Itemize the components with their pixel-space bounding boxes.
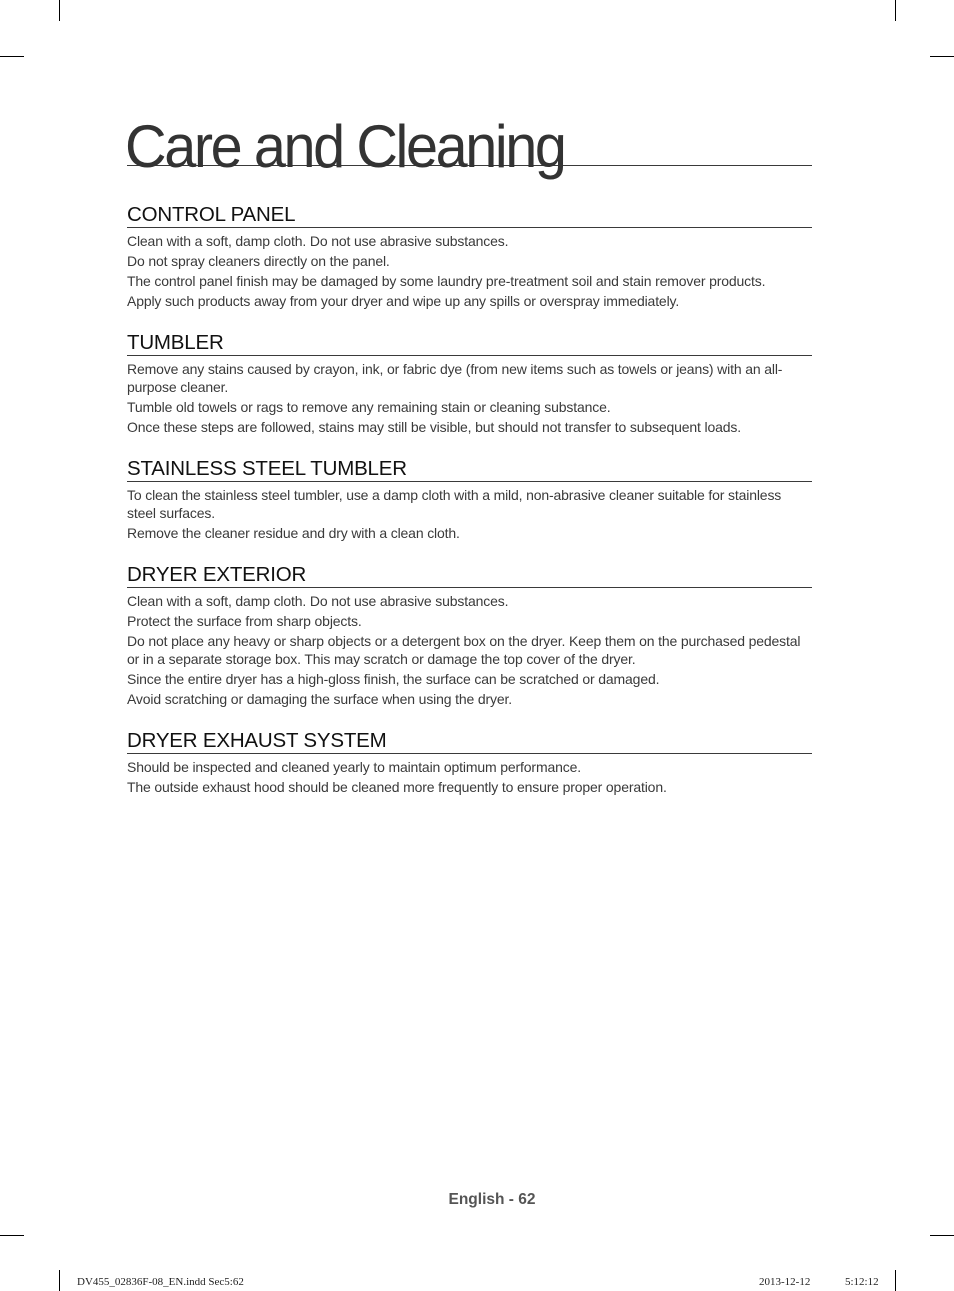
paragraph: Do not place any heavy or sharp objects or a detergent box on the dryer. Keep them on the purchased pedestal or in a separate storage box. This may scratch or damage the top cover of the dryer. — [127, 633, 801, 667]
paragraph: Avoid scratching or damaging the surface when using the dryer. — [127, 691, 513, 707]
paragraph: Clean with a soft, damp cloth. Do not use abrasive substances. — [127, 593, 509, 609]
section-tumbler — [127, 331, 812, 438]
page-number: English - 62 — [448, 1191, 536, 1208]
crop-mark — [930, 56, 954, 57]
crop-mark — [895, 0, 896, 21]
slug-file: DV455_02836F-08_EN.indd Sec5:62 — [77, 1276, 244, 1288]
paragraph: Do not spray cleaners directly on the panel. — [127, 253, 390, 269]
paragraph: Tumble old towels or rags to remove any remaining stain or cleaning substance. — [127, 399, 611, 415]
title-rule — [125, 112, 812, 180]
slug-date: 2013-12-12 — [759, 1276, 811, 1288]
section-stainless-steel-tumbler — [127, 457, 812, 544]
crop-mark — [895, 1270, 896, 1291]
crop-mark — [59, 1270, 60, 1291]
paragraph: Should be inspected and cleaned yearly to maintain optimum performance. — [127, 759, 581, 775]
paragraph: Since the entire dryer has a high-gloss finish, the surface can be scratched or damaged. — [127, 671, 660, 687]
paragraph: To clean the stainless steel tumbler, use a damp cloth with a mild, non-abrasive cleaner suitable for stainless steel surfaces. — [127, 487, 782, 521]
section-dryer-exterior — [127, 563, 812, 710]
page-title: Care and Cleaning — [125, 113, 565, 180]
crop-mark — [59, 0, 60, 21]
section-heading: TUMBLER — [127, 331, 812, 356]
paragraph: Remove the cleaner residue and dry with a clean cloth. — [127, 525, 460, 541]
paragraph: The outside exhaust hood should be cleaned more frequently to ensure proper operation. — [127, 779, 667, 795]
section-heading: STAINLESS STEEL TUMBLER — [127, 457, 812, 482]
crop-mark — [930, 1235, 954, 1236]
paragraph: The control panel finish may be damaged by some laundry pre-treatment soil and stain remover products. — [127, 273, 766, 289]
paragraph: Once these steps are followed, stains may still be visible, but should not transfer to subsequent loads. — [127, 419, 741, 435]
slug-time: 5:12:12 — [845, 1276, 879, 1288]
crop-mark — [0, 56, 24, 57]
paragraph: Clean with a soft, damp cloth. Do not use abrasive substances. — [127, 233, 509, 249]
paragraph: Protect the surface from sharp objects. — [127, 613, 362, 629]
section-heading: DRYER EXHAUST SYSTEM — [127, 729, 812, 754]
paragraph: Remove any stains caused by crayon, ink, or fabric dye (from new items such as towels or jeans) with an all-purpose cleaner. — [127, 361, 783, 395]
crop-mark — [0, 1235, 24, 1236]
section-control-panel — [127, 203, 812, 312]
section-heading: DRYER EXTERIOR — [127, 563, 812, 588]
section-heading: CONTROL PANEL — [127, 203, 812, 228]
paragraph: Apply such products away from your dryer and wipe up any spills or overspray immediately. — [127, 293, 680, 309]
section-dryer-exhaust-system — [127, 729, 812, 798]
